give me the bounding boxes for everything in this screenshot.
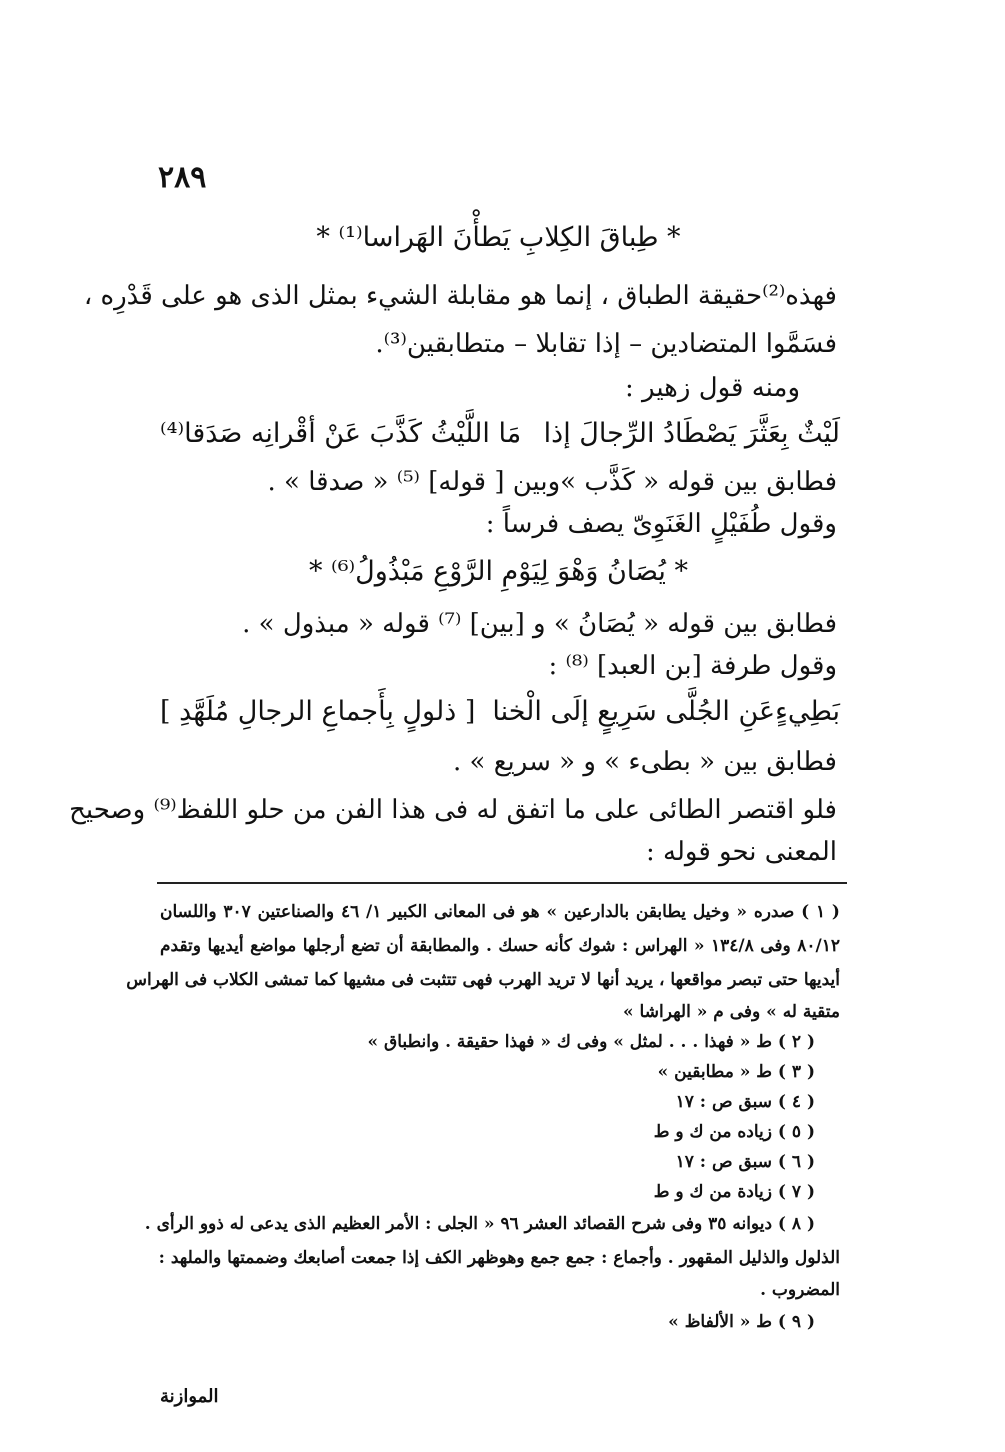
paragraph-line: فهذه⁽²⁾حقيقة الطباق ، إنما هو مقابلة الشيء بمثل الذى هو على قَدْرِه ،	[83, 281, 837, 311]
footnote-line: ( ٩ ) ط « الألفاظ »	[668, 1312, 815, 1332]
paragraph-line: فسَمَّوا المتضادين – إذا تقابلا – متطابقين⁽³⁾.	[375, 329, 837, 359]
footnote-line: ( ٧ ) زيادة من ك و ط	[653, 1182, 815, 1202]
footnote-line: المضروب .	[760, 1280, 840, 1300]
paragraph-line: فطابق بين قوله « يُصَانُ » و [بين] ⁽⁷⁾ قوله « مبذول » .	[242, 609, 837, 639]
footnote-line: ٨٠/١٢ وفى ١٣٤/٨ « الهراس : شوك كأنه حسك . والمطابقة أن تضع أرجلها مواضع أيديها وتقدم	[160, 936, 840, 956]
footnote-line: ( ٦ ) سبق ص : ١٧	[675, 1152, 815, 1172]
footnote-line: الذلول والذليل المقهور . وأجماع : جمع جمع وهوظهر الكف إذا جمعت أصابعك وضممتها والملهد :	[158, 1248, 840, 1268]
footnote-line: ( ٣ ) ط « مطابقين »	[657, 1062, 815, 1082]
paragraph-line: وقول طرفة [بن العبد] ⁽⁸⁾ :	[548, 651, 837, 681]
verse-hemistich-second: مَا اللَّيْثُ كَذَّبَ عَنْ أقْرانِه صَدَقا⁽⁴⁾	[160, 418, 522, 449]
footnote-line: ( ٨ ) ديوانه ٣٥ وفى شرح القصائد العشر ٩٦ « الجلى : الأمر العظيم الذى يدعى له ذوو الرأى .	[144, 1214, 815, 1234]
footer-signature-label: الموازنة	[160, 1386, 219, 1407]
verse-line: * يُصَانُ وَهْوَ لِيَوْمِ الرَّوْعِ مَبْذُولُ⁽⁶⁾ *	[308, 556, 689, 587]
heading-hemistich: * طِباقَ الكِلابِ يَطأْنَ الهَراسا⁽¹⁾ *	[316, 222, 681, 253]
footnote-line: أيديها حتى تبصر مواقعها ، يريد أنها لا تريد الهرب فهى تتثبت فى مشيها كما تمشى الكلاب فى الهراس	[126, 970, 840, 990]
verse-hemistich-second: [ ذلولٍ بِأَجماعِ الرجالِ مُلَهَّدِ ]	[160, 696, 476, 727]
footnote-line: ( ٤ ) سبق ص : ١٧	[675, 1092, 815, 1112]
footnote-line: متقية له » وفى م « الهراشا »	[623, 1002, 840, 1022]
paragraph-line: فطابق بين « بطىء » و « سريع » .	[453, 747, 837, 777]
verse-line	[160, 418, 840, 449]
verse-line	[160, 696, 840, 727]
verse-hemistich-first: بَطِيءٍعَنِ الجُلَّى سَرِيعٍ إلَى الْخنا	[492, 696, 840, 727]
footnote-divider	[157, 882, 847, 884]
footnote-line: ( ٢ ) ط « فهذا . . . لمثل » وفى ك « فهذا حقيقة . وانطباق »	[367, 1032, 815, 1052]
page-number: ٢٨٩	[158, 160, 207, 195]
verse-hemistich-first: لَيْثٌ بِعَثَّرَ يَصْطَادُ الرِّجالَ إذا	[543, 418, 840, 449]
paragraph-line: ومنه قول زهير :	[624, 373, 800, 403]
paragraph-line: فلو اقتصر الطائى على ما اتفق له فى هذا الفن من حلو اللفظ⁽⁹⁾ وصحيح	[69, 795, 837, 825]
paragraph-line: فطابق بين قوله « كَذَّب »وبين [ قوله] ⁽⁵⁾ « صدقا » .	[267, 467, 837, 497]
footnote-line: ( ١ ) صدره « وخيل يطابقن بالدارعين » هو فى المعانى الكبير ١/ ٤٦ والصناعتين ٣٠٧ واللسان	[160, 902, 840, 922]
footnote-line: ( ٥ ) زياده من ك و ط	[653, 1122, 815, 1142]
paragraph-line: وقول طُفَيْلٍ الغَنَوِىّ يصف فرساً :	[485, 509, 837, 539]
paragraph-line: المعنى نحو قوله :	[646, 837, 837, 867]
